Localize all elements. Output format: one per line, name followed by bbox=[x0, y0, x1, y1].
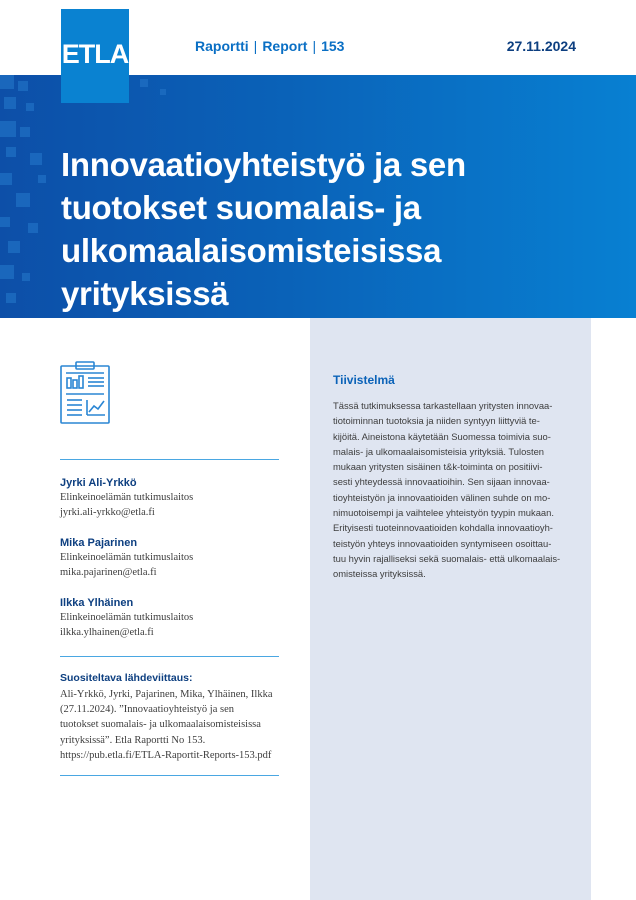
publication-date: 27.11.2024 bbox=[506, 38, 576, 54]
author-email[interactable]: mika.pajarinen@etla.fi bbox=[60, 567, 157, 578]
summary-line: tioyhteistyön ja innovaatioiden välinen suhde on mo- bbox=[333, 491, 551, 503]
author-affiliation: Elinkeinoelämän tutkimuslaitos bbox=[60, 492, 194, 503]
citation-heading: Suositeltava lähdeviittaus: bbox=[60, 672, 193, 684]
summary-line: tuu hyvin rajalliseksi sekä suomalais- että ulkomaalais- bbox=[333, 552, 561, 564]
etla-logo bbox=[61, 9, 129, 103]
summary-text bbox=[333, 398, 573, 582]
report-title: Innovaatioyhteistyö ja sen tuotokset suomalais- ja ulkomaalaisomisteisissa yrityksissä bbox=[61, 146, 466, 312]
logo-text: ETLA bbox=[61, 39, 129, 69]
divider bbox=[60, 775, 279, 776]
author-name: Jyrki Ali-Yrkkö bbox=[60, 477, 137, 489]
report-chart-document-icon bbox=[60, 361, 112, 425]
citation-text bbox=[60, 687, 285, 763]
author-affiliation: Elinkeinoelämän tutkimuslaitos bbox=[60, 552, 194, 563]
series-label: Raportti bbox=[195, 38, 249, 54]
summary-line: tiotoiminnan tuotoksia ja niiden syntyyn liittyviä te- bbox=[333, 415, 540, 427]
author-name: Ilkka Ylhäinen bbox=[60, 597, 134, 609]
citation-line: Ali-Yrkkö, Jyrki, Pajarinen, Mika, Ylhäinen, Ilkka bbox=[60, 689, 273, 700]
citation-line: tuotokset suomalais- ja ulkomaalaisomisteisissa bbox=[60, 719, 261, 731]
series-label-en: Report bbox=[262, 38, 308, 54]
summary-line: teistyön yhteys innovaatioiden syntymiseen osoittau- bbox=[333, 537, 552, 549]
report-number: 153 bbox=[321, 38, 345, 54]
summary-line: mukaan yritysten sisäinen t&k-toiminta on positiivi- bbox=[333, 461, 543, 473]
series-separator: | bbox=[312, 38, 317, 54]
summary-line: malais- ja ulkomaalaisomisteisia yrityksiä. Tulosten bbox=[333, 445, 545, 457]
citation-line: yrityksissä”. Etla Raportti No 153. bbox=[60, 734, 206, 746]
summary-line: Tässä tutkimuksessa tarkastellaan yritysten innovaa- bbox=[333, 400, 553, 411]
summary-line: omisteissa yrityksissä. bbox=[333, 568, 426, 580]
author-email[interactable]: ilkka.ylhainen@etla.fi bbox=[60, 627, 154, 638]
summary-line: nimuotoisempi ja vaihtelee yhteistyön tyypin mukaan. bbox=[333, 507, 554, 519]
divider bbox=[60, 459, 279, 460]
citation-link[interactable]: https://pub.etla.fi/ETLA-Raportit-Reports-153.pdf bbox=[60, 749, 272, 761]
author-affiliation: Elinkeinoelämän tutkimuslaitos bbox=[60, 612, 194, 623]
summary-line: kijöitä. Aineistona käytetään Suomessa toimivia suo- bbox=[333, 430, 551, 442]
citation-line: (27.11.2024). ”Innovaatioyhteistyö ja sen bbox=[60, 704, 234, 716]
author-email[interactable]: jyrki.ali-yrkko@etla.fi bbox=[60, 507, 155, 518]
summary-heading: Tiivistelmä bbox=[333, 373, 395, 387]
divider bbox=[60, 656, 279, 657]
summary-line: Erityisesti tuoteinnovaatioiden kohdalla innovaatioyh- bbox=[333, 522, 553, 534]
summary-line: sesti yhteydessä innovaatioihin. Sen sijaan innovaa- bbox=[333, 476, 550, 488]
author-name: Mika Pajarinen bbox=[60, 537, 138, 549]
series-separator: | bbox=[253, 38, 258, 54]
report-series bbox=[195, 38, 344, 54]
